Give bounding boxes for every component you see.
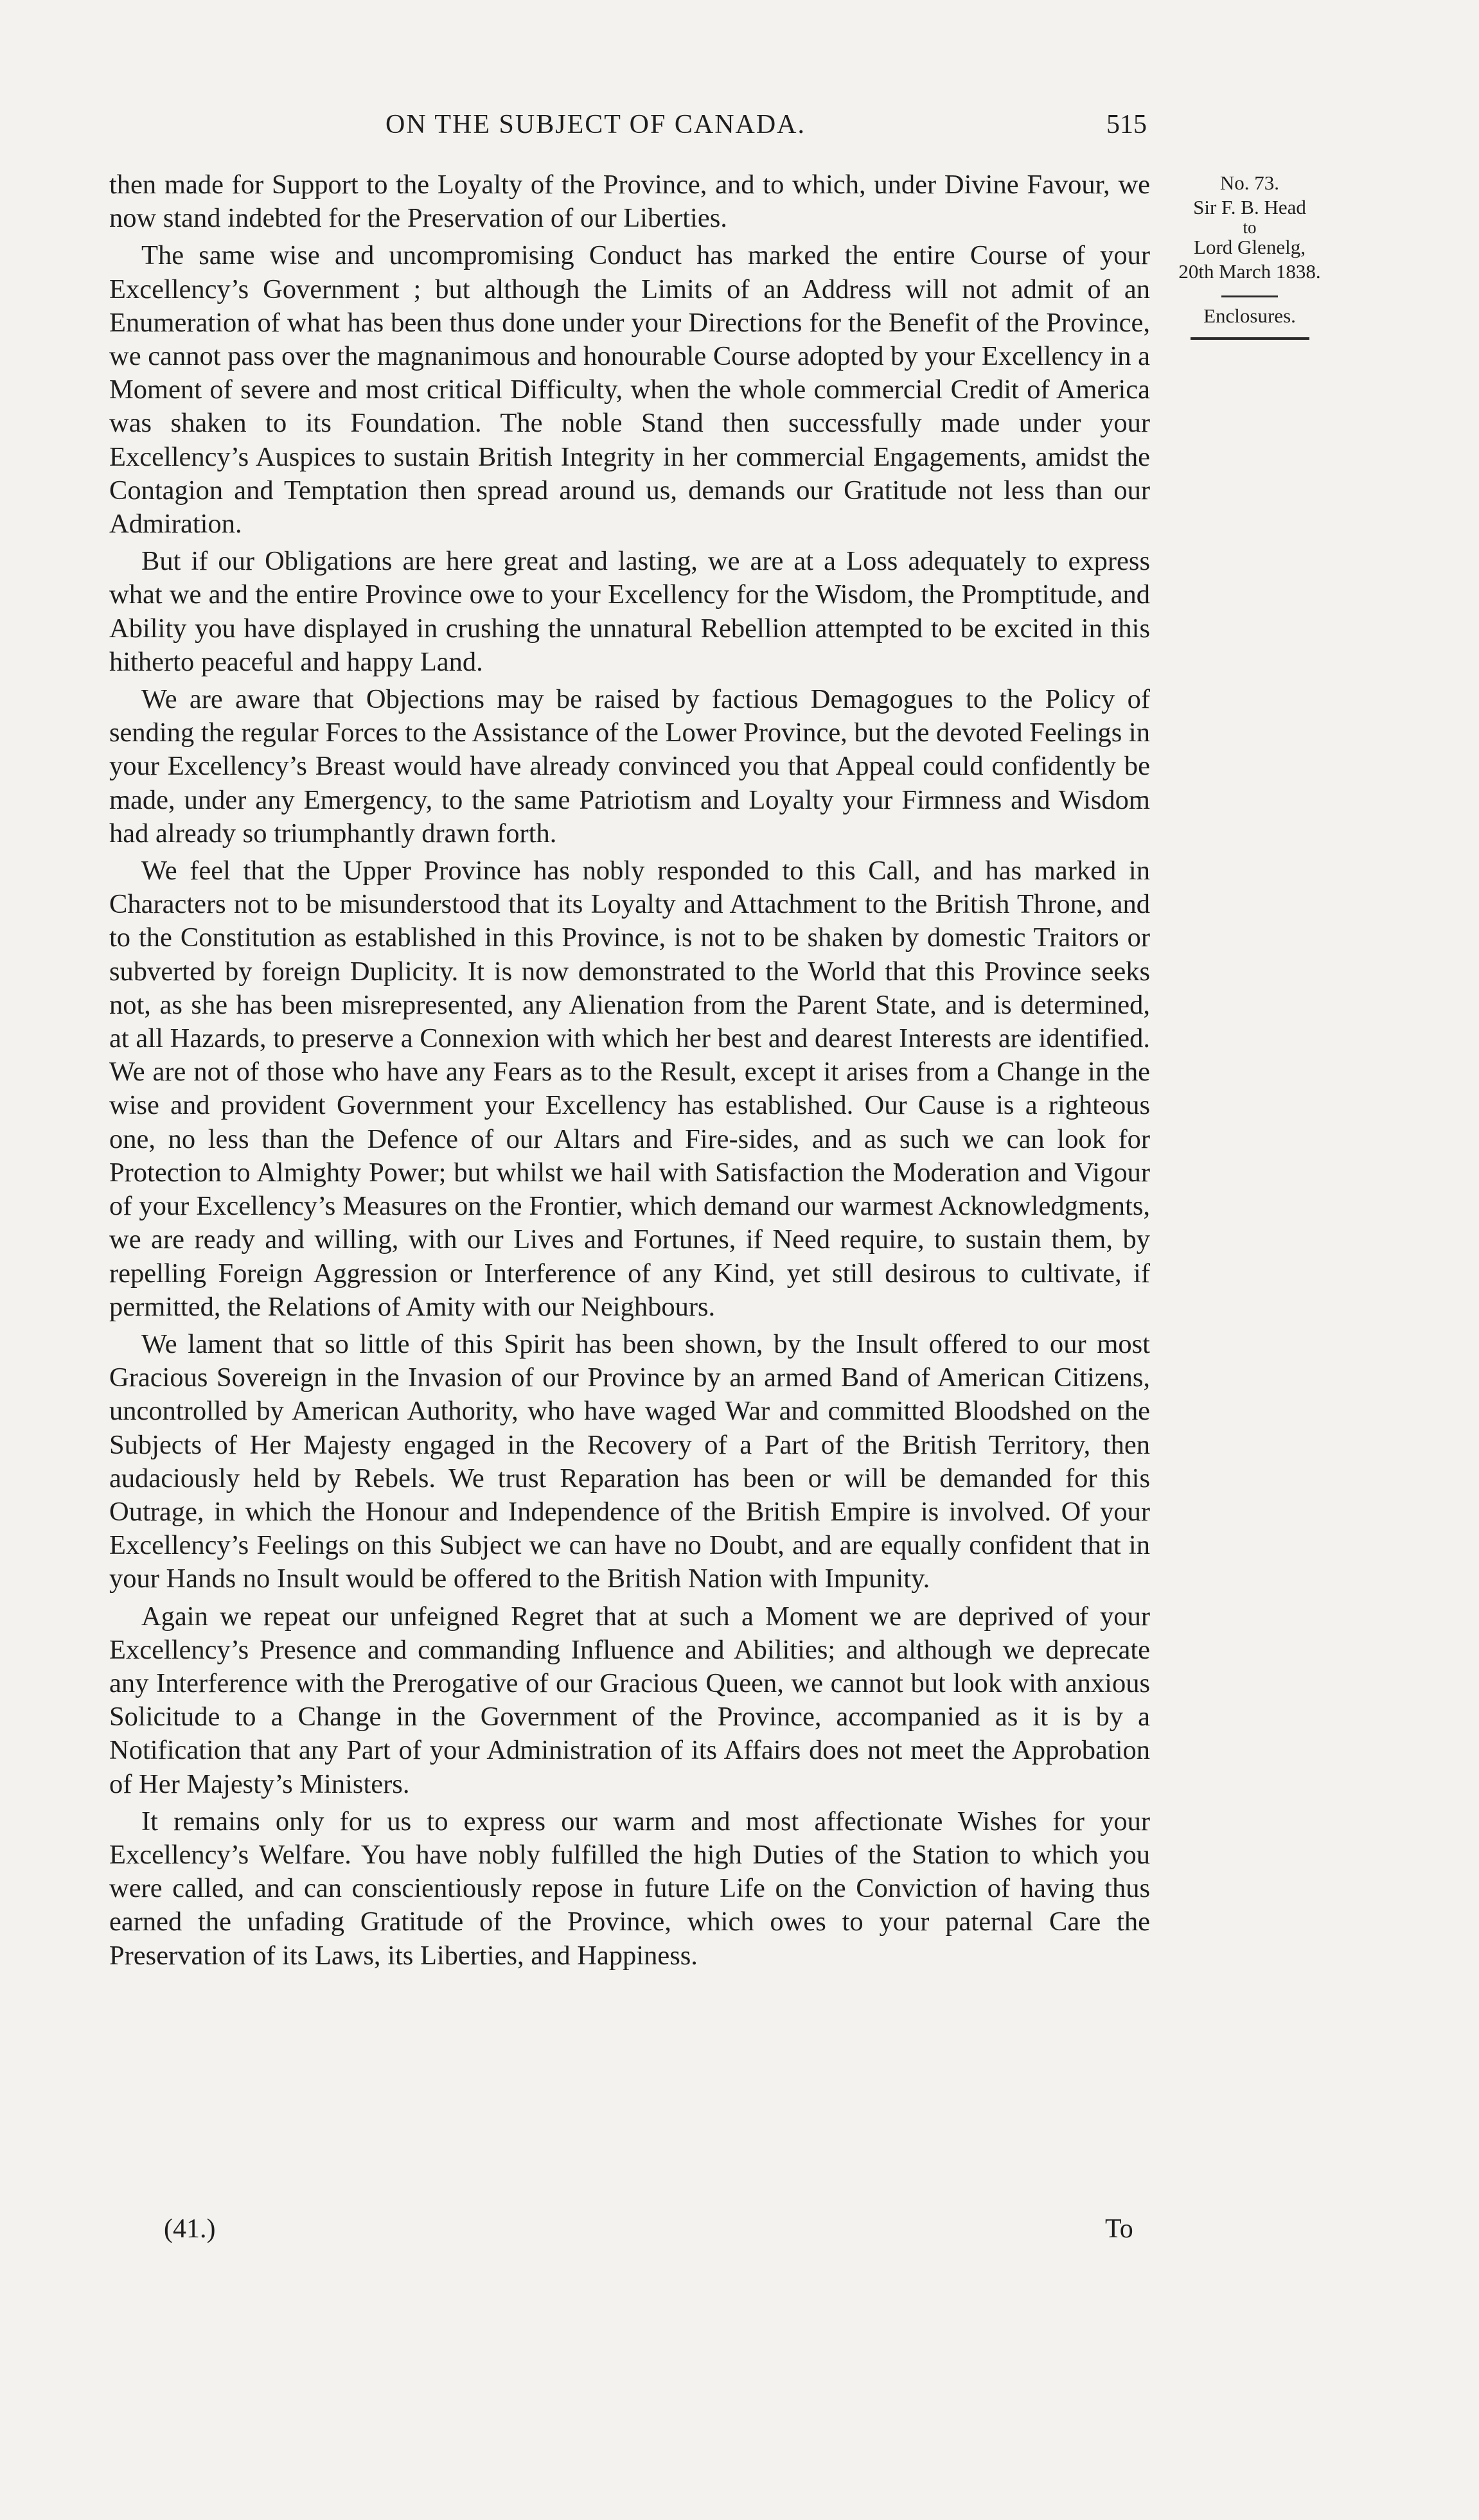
margin-note-line: No. 73.	[1219, 172, 1280, 194]
margin-note	[1173, 171, 1327, 340]
paragraph: We are aware that Objections may be raised by factious Demagogues to the Policy of sending the regular Forces to the Assistance of the Lower Province, but the devoted Feelings in your Excellency’s Breast would have already convinced you that Appeal could confidently be made, under any Emergency, to the same Patriotism and Loyalty your Firmness and Wisdom had already so triumphantly drawn forth.	[109, 684, 1150, 849]
margin-note-enclosures: Enclosures.	[1203, 304, 1296, 327]
paragraph: It remains only for us to express our warm and most affectionate Wishes for your Excellency’s Welfare. You have nobly fulfilled the high Duties of the Station to which you were called, and can conscientiously repose in future Life on the Conviction of having thus earned the unfading Gratitude of the Province, which owes to your paternal Care the Preservation of its Laws, its Liberties, and Happiness.	[109, 1806, 1150, 1971]
margin-note-line: Sir F. B. Head	[1193, 196, 1306, 218]
paragraph: We feel that the Upper Province has nobly responded to this Call, and has marked in Characters not to be misunderstood that its Loyalty and Attachment to the British Throne, and to the Constitution as established in this Province, is not to be shaken by domestic Traitors or subverted by foreign Duplicity. It is now demonstrated to the World that this Province seeks not, as she has been misrepresented, any Alienation from the Parent State, and is determined, at all Hazards, to preserve a Connexion with which her best and dearest Interests are identified. We are not of those who have any Fears as to the Result, except it arises from a Change in the wise and provident Government your Excellency has established. Our Cause is a righteous one, no less than the Defence of our Altars and Fire-sides, and as such we can look for Protection to Almighty Power; but whilst we hail with Satisfaction the Moderation and Vigour of your Excellency’s Measures on the Frontier, which demand our warmest Acknowledgments, we are ready and willing, with our Lives and Fortunes, if Need require, to sustain them, by repelling Foreign Aggression or Interference of any Kind, yet still desirous to cultivate, if permitted, the Relations of Amity with our Neighbours.	[109, 856, 1150, 1322]
paragraph: We lament that so little of this Spirit has been shown, by the Insult offered to our most Gracious Sovereign in the Invasion of our Province by an armed Band of American Citizens, uncontrolled by American Authority, who have waged War and committed Bloodshed on the Subjects of Her Majesty engaged in the Recovery of a Part of the British Territory, then audaciously held by Rebels. We trust Reparation has been or will be demanded for this Outrage, in which the Honour and Independence of the British Empire is involved. Of your Excellency’s Feelings on this Subject we can have no Doubt, and are equally confident that in your Hands no Insult would be offered to the British Nation with Impunity.	[109, 1328, 1150, 1594]
paragraph: Again we repeat our unfeigned Regret that at such a Moment we are deprived of your Excellency’s Presence and commanding Influence and Abilities; and although we deprecate any Interference with the Prerogative of our Gracious Queen, we cannot but look with anxious Solicitude to a Change in the Government of the Province, accompanied as it is by a Notification that any Part of your Administration of its Affairs does not meet the Approbation of Her Majesty’s Ministers.	[109, 1601, 1150, 1799]
margin-note-line: to	[1243, 218, 1257, 237]
body-text	[109, 168, 1150, 1977]
signature-mark: (41.)	[164, 2214, 216, 2244]
paragraph: The same wise and uncompromising Conduct has marked the entire Course of your Excellency’s Government ; but although the Limits of an Address will not admit of an Enumeration of what has been thus done under your Directions for the Benefit of the Province, we cannot pass over the magnanimous and honourable Course adopted by your Excellency in a Moment of severe and most critical Difficulty, when the whole commercial Credit of America was shaken to its Foundation. The noble Stand then successfully made under your Excellency’s Auspices to sustain British Integrity in her commercial Engagements, amidst the Contagion and Temptation then spread around us, demands our Gratitude not less than our Admiration.	[109, 240, 1150, 540]
page-number: 515	[1106, 110, 1147, 139]
margin-note-line: 20th March 1838.	[1178, 260, 1321, 283]
margin-note-divider	[1221, 295, 1278, 297]
margin-note-divider	[1191, 337, 1309, 340]
running-title: ON THE SUBJECT OF CANADA.	[385, 110, 806, 139]
paragraph: then made for Support to the Loyalty of the Province, and to which, under Divine Favour, we now stand indebted for the Preservation of our Liberties.	[109, 170, 1150, 234]
paragraph: But if our Obligations are here great and lasting, we are at a Loss adequately to express what we and the entire Province owe to your Excellency for the Wisdom, the Promptitude, and Ability you have displayed in crushing the unnatural Rebellion attempted to be excited in this hitherto peaceful and happy Land.	[109, 546, 1150, 677]
margin-note-line: Lord Glenelg,	[1194, 236, 1306, 258]
catchword: To	[1105, 2214, 1133, 2244]
